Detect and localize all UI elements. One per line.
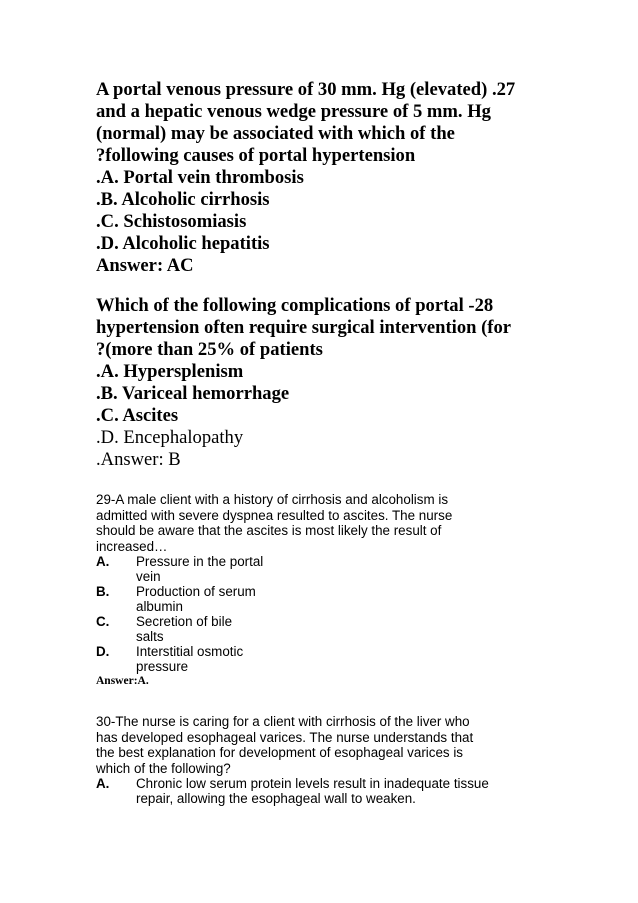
option-text [136,584,256,614]
option-letter: C. [96,614,110,630]
option-text [136,554,263,584]
question-28 [96,295,566,471]
question-28-answer: .Answer: B [96,449,181,470]
option-text-line: repair, allowing the esophageal wall to weaken. [136,791,416,807]
question-27 [96,79,566,277]
question-29-line: admitted with severe dyspnea resulted to ascites. The nurse [96,507,453,523]
question-27-line: A portal venous pressure of 30 mm. Hg (elevated) .27 [96,79,516,100]
question-28-line: ?(more than 25% of patients [96,339,323,360]
question-30-line: 30-The nurse is caring for a client with cirrhosis of the liver who [96,714,470,729]
question-29-option-b [96,584,536,614]
question-29-answer: Answer:A. [96,675,149,688]
question-27-line: (normal) may be associated with which of the [96,123,455,144]
question-29-line: 29-A male client with a history of cirrhosis and alcoholism is [96,492,449,507]
question-29-option-a [96,554,536,584]
question-27-line: and a hepatic venous wedge pressure of 5 mm. Hg [96,101,491,122]
option-letter: A. [96,554,110,570]
question-27-option-b: .B. Alcoholic cirrhosis [96,189,270,210]
question-27-line: ?following causes of portal hypertension [96,145,416,166]
option-text [136,614,232,644]
question-28-option-b: .B. Variceal hemorrhage [96,383,290,404]
option-text-line: Chronic low serum protein levels result in inadequate tissue [136,776,489,792]
question-28-option-a: .A. Hypersplenism [96,361,244,382]
question-27-option-d: .D. Alcoholic hepatitis [96,233,270,254]
option-text-line: Secretion of bile [136,614,233,630]
question-30-option-a [96,776,546,806]
option-text-line: Pressure in the portal [136,554,264,570]
question-27-option-c: .C. Schistosomiasis [96,211,247,232]
question-30 [96,714,546,806]
option-text-line: Interstitial osmotic [136,644,244,660]
option-text [136,644,243,674]
option-letter: B. [96,584,110,600]
question-28-option-d: .D. Encephalopathy [96,427,244,448]
option-letter: A. [96,776,110,792]
question-29-line: should be aware that the ascites is most likely the result of [96,523,442,539]
question-29-line: increased… [96,538,168,554]
question-29-option-d [96,644,536,674]
question-28-option-c: .C. Ascites [96,405,179,426]
question-27-answer: Answer: AC [96,255,194,276]
question-30-line: has developed esophageal varices. The nurse understands that [96,729,474,745]
option-letter: D. [96,644,110,660]
option-text-line: vein [136,569,161,585]
option-text-line: pressure [136,659,189,675]
question-28-line: Which of the following complications of portal -28 [96,295,494,316]
question-30-line: the best explanation for development of esophageal varices is [96,745,463,761]
question-29 [96,492,536,689]
option-text-line: salts [136,629,164,645]
question-30-line: which of the following? [96,760,231,776]
question-29-option-c [96,614,536,644]
question-27-option-a: .A. Portal vein thrombosis [96,167,304,188]
option-text-line: albumin [136,599,183,615]
question-28-line: hypertension often require surgical intervention (for [96,317,512,338]
option-text-line: Production of serum [136,584,256,600]
option-text [136,776,489,806]
